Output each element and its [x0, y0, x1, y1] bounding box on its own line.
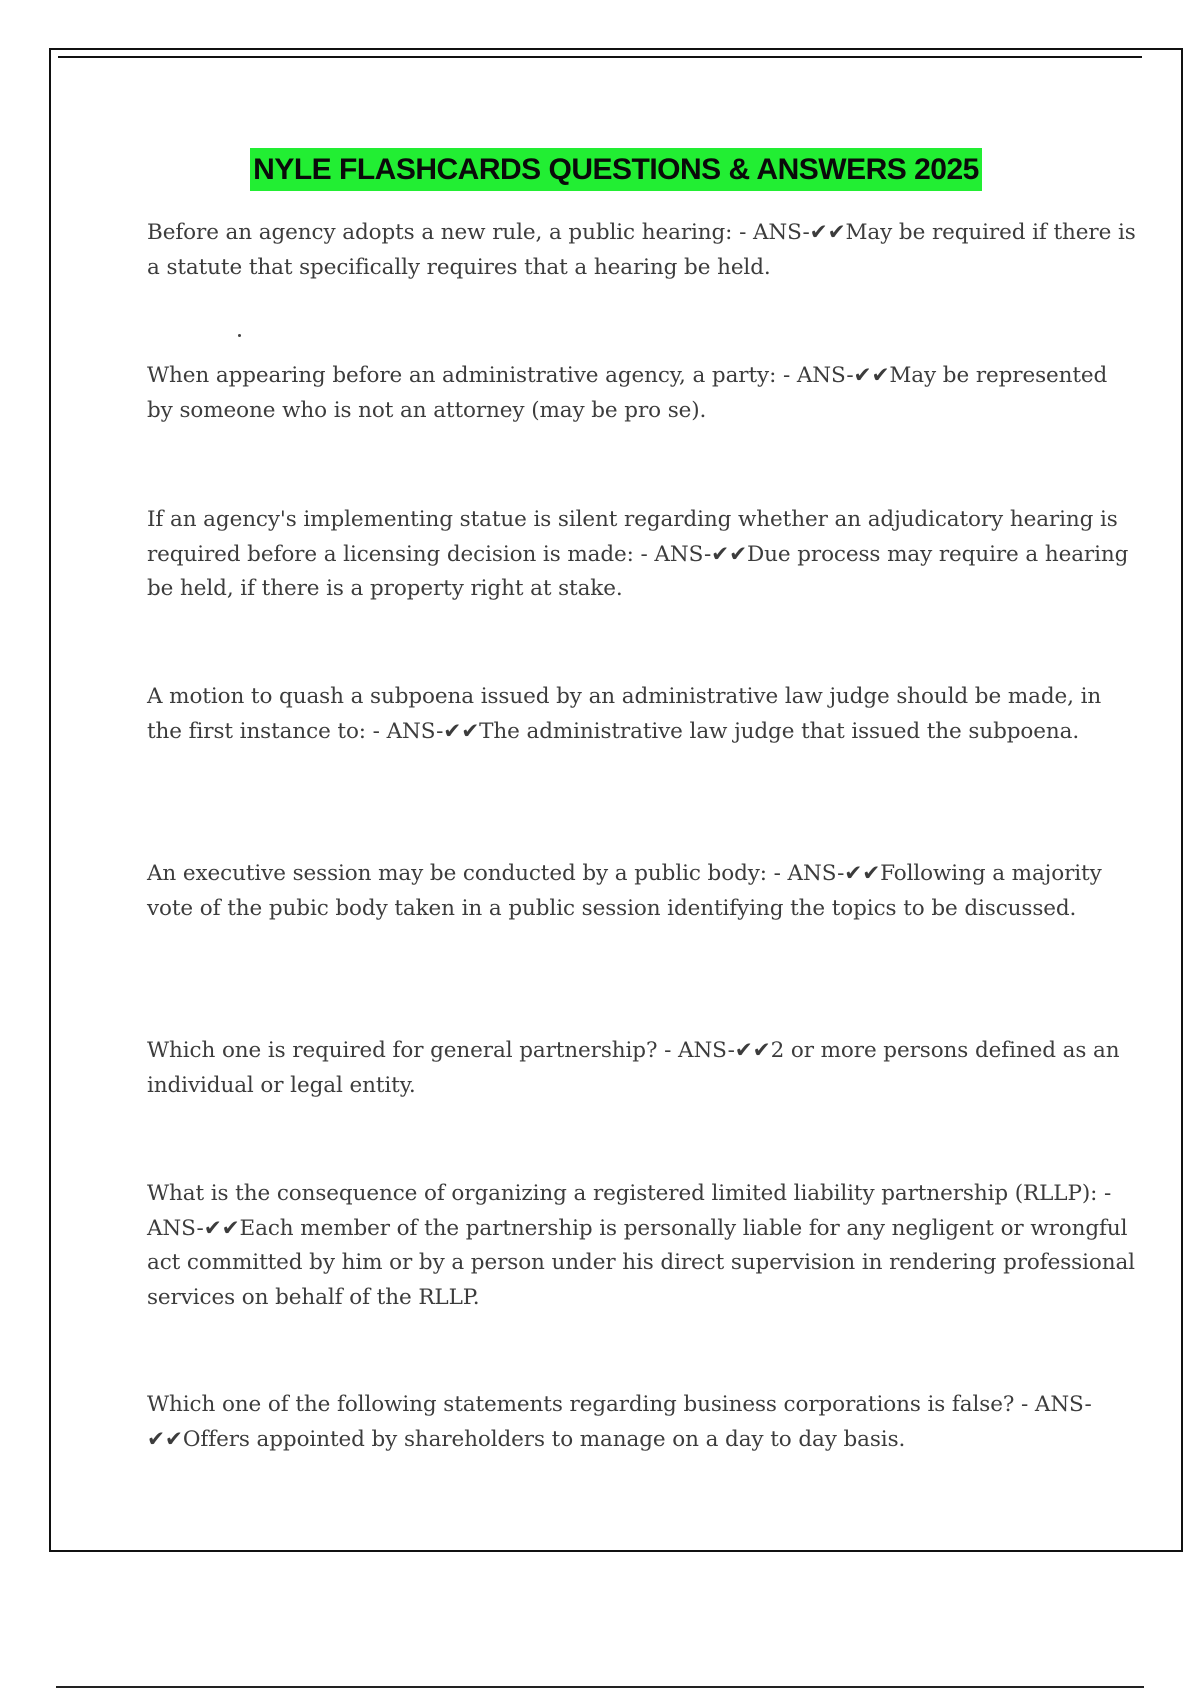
title-block [51, 148, 1181, 191]
footer-rule [56, 1686, 1144, 1688]
qa-item-3: If an agency's implementing statue is silent regarding whether an adjudicatory hearing is required before a licensing decision is made: - ANS-✔✔Due process may require a hearing be held, if there is a property right at stake. [147, 507, 1129, 601]
top-rule [58, 56, 1142, 58]
document-title: NYLE FLASHCARDS QUESTIONS & ANSWERS 2025 [250, 148, 982, 191]
qa-item-6: Which one is required for general partnership? - ANS-✔✔2 or more persons defined as an individual or legal entity. [147, 1038, 1120, 1098]
qa-item-4: A motion to quash a subpoena issued by an administrative law judge should be made, in the first instance to: - ANS-✔✔The administrative law judge that issued the subpoena. [147, 684, 1102, 744]
page-frame [49, 48, 1183, 1552]
qa-item-1: Before an agency adopts a new rule, a public hearing: - ANS-✔✔May be required if there is a statute that specifically requires that a hearing be held. [147, 220, 1136, 280]
stray-dot [238, 334, 241, 337]
qa-item-5: An executive session may be conducted by a public body: - ANS-✔✔Following a majority vote of the pubic body taken in a public session identifying the topics to be discussed. [147, 861, 1102, 921]
qa-item-8: Which one of the following statements regarding business corporations is false? - ANS-✔✔Offers appointed by shareholders to manage on a day to day basis. [147, 1392, 1092, 1452]
qa-item-7: What is the consequence of organizing a registered limited liability partnership (RLLP): - ANS-✔✔Each member of the partnership is personally liable for any negligent or wrongful act committed by him or by a person under his direct supervision in rendering professional services on behalf of the RLLP. [147, 1181, 1135, 1310]
qa-item-2: When appearing before an administrative agency, a party: - ANS-✔✔May be represented by someone who is not an attorney (may be pro se). [147, 363, 1108, 423]
